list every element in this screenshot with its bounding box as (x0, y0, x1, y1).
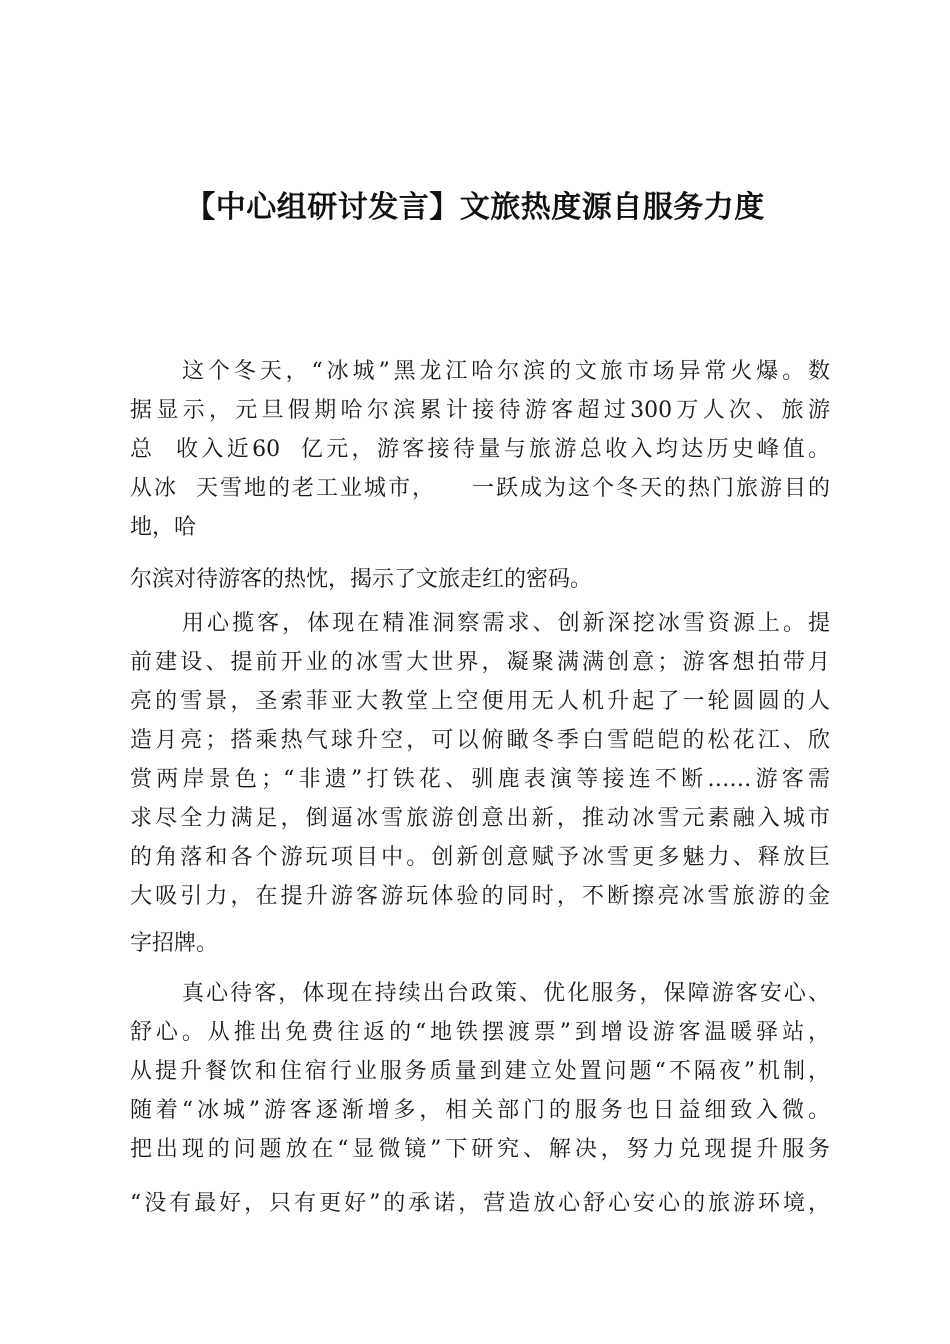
paragraph-intro (130, 352, 830, 547)
text-line: “没有最好，只有更好”的承诺，营造放心舒心安心的旅游环境， (130, 1191, 830, 1216)
paragraph-serve-visitors (130, 974, 830, 1169)
text-line: 尔滨对待游客的热忱，揭示了文旅走红的密码。 (130, 567, 593, 592)
text-line: 前建设、提前开业的冰雪大世界，凝聚满满创意；游客想拍带月 (130, 650, 830, 675)
text-line: 随着“冰城”游客逐渐增多，相关部门的服务也日益细致入微。 (130, 1098, 830, 1123)
paragraph-attract-visitors (130, 604, 830, 916)
text-line: 从提升餐饮和住宿行业服务质量到建立处置问题“不隔夜”机制， (130, 1059, 830, 1084)
text-line: 赏两岸景色；“非遗”打铁花、驯鹿表演等接连不断……游客需 (130, 767, 830, 792)
text-line: 这个冬天，“冰城”黑龙江哈尔滨的文旅市场异常火爆。数 (182, 359, 830, 384)
text-line: 把出现的问题放在“显微镜”下研究、解决，努力兑现提升服务 (130, 1137, 830, 1162)
document-title: 【中心组研讨发言】文旅热度源自服务力度 (185, 190, 765, 225)
text-line: 亮的雪景，圣索菲亚大教堂上空便用无人机升起了一轮圆圆的人 (130, 689, 830, 714)
text-line: 大吸引力，在提升游客游玩体验的同时，不断擦亮冰雪旅游的金 (130, 884, 830, 909)
text-line: 从冰 天雪地的老工业城市， 一跃成为这个冬天的热门旅游目的 (130, 476, 830, 501)
paragraph-intro-continued (130, 560, 830, 599)
paragraph-attract-visitors-end (130, 924, 830, 963)
text-line: 舒心。从推出免费往返的“地铁摆渡票”到增设游客温暖驿站， (130, 1020, 830, 1045)
text-line: 造月亮；搭乘热气球升空，可以俯瞰冬季白雪皑皑的松花江、欣 (130, 728, 830, 753)
paragraph-serve-visitors-continued (130, 1184, 830, 1223)
text-line: 的角落和各个游玩项目中。创新创意赋予冰雪更多魅力、释放巨 (130, 845, 830, 870)
text-line: 用心揽客，体现在精准洞察需求、创新深挖冰雪资源上。提 (182, 611, 830, 636)
text-line: 据显示，元旦假期哈尔滨累计接待游客超过300万人次、旅游 (130, 398, 830, 423)
text-line: 求尽全力满足，倒逼冰雪旅游创意出新，推动冰雪元素融入城市 (130, 806, 830, 831)
text-line: 真心待客，体现在持续出台政策、优化服务，保障游客安心、 (182, 981, 830, 1006)
text-line: 地，哈 (130, 515, 197, 540)
text-line: 字招牌。 (130, 931, 219, 956)
text-line: 总 收入近60 亿元，游客接待量与旅游总收入均达历史峰值。 (130, 437, 830, 462)
